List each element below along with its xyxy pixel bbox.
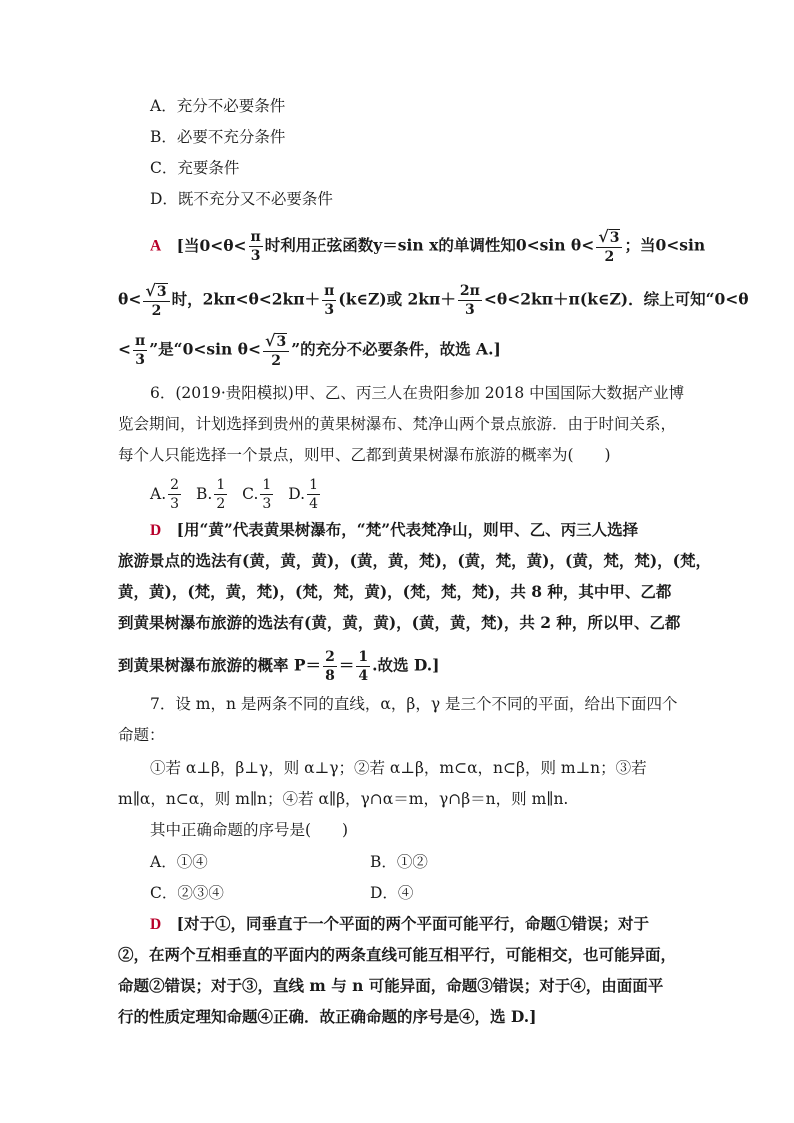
fraction-sqrt3-over-2: $\frac{√3}{2}$ <box>596 229 622 264</box>
q6-solution-line4: 到黄果树瀑布旅游的选法有(黄，黄，黄)，(黄，黄，梵)，共 2 种，所以甲、乙都 <box>118 613 681 632</box>
q6-choice-d: D. $\frac{1}{4}$ <box>288 477 318 512</box>
fraction-pi-over-3: $\frac{\pi}{3}$ <box>135 333 146 368</box>
fraction-sqrt3-over-2: $\frac{√3}{2}$ <box>143 283 169 318</box>
q7-question: 其中正确命题的序号是( ) <box>150 821 349 839</box>
q7-solution-line2: ②，在两个互相垂直的平面内的两条直线可能互相平行，可能相交，也可能异面， <box>118 945 677 964</box>
q7-solution-line3: 命题②错误；对于③，直线 m 与 n 可能异面，命题③错误；对于④，由面面平 <box>118 976 664 995</box>
q7-propositions-line2: m∥α，n⊂α，则 m∥n；④若 α∥β，γ∩α＝m，γ∩β＝n，则 m∥n. <box>118 790 569 808</box>
fraction-pi-over-3: $\frac{\pi}{3}$ <box>250 229 261 264</box>
q6-choice-c: C. $\frac{1}{3}$ <box>242 477 272 512</box>
fraction-2-over-8: $\frac{2}{8}$ <box>325 649 335 684</box>
q7-option-a: A．①④ <box>150 853 208 871</box>
q6-solution-line3: 黄，黄)，(梵，黄，梵)，(梵，梵，黄)，(梵，梵，梵)，共 8 种，其中甲、乙都 <box>118 582 672 601</box>
q7-stem-line1: 7．设 m，n 是两条不同的直线，α，β，γ 是三个不同的平面，给出下面四个 <box>150 695 678 713</box>
fraction-pi-over-3: $\frac{\pi}{3}$ <box>324 283 335 318</box>
q6-answer: D <box>150 522 162 539</box>
fraction-2pi-over-3: $\frac{2\pi}{3}$ <box>459 283 480 318</box>
q7-propositions-line1: ①若 α⊥β，β⊥γ，则 α⊥γ；②若 α⊥β，m⊂α，n⊂β，则 m⊥n；③若 <box>150 759 647 777</box>
fraction-sqrt3-over-2: $\frac{√3}{2}$ <box>263 333 289 368</box>
q5-option-b: B．必要不充分条件 <box>150 128 286 146</box>
q7-answer: D <box>150 916 162 933</box>
q5-answer: A <box>150 237 162 255</box>
q7-solution-line1: D [对于①，同垂直于一个平面的两个平面可能平行，命题①错误；对于 <box>150 914 649 933</box>
q6-stem-line2: 览会期间，计划选择到贵州的黄果树瀑布、梵净山两个景点旅游．由于时间关系， <box>118 415 677 433</box>
q6-choices <box>150 478 322 511</box>
q5-solution-line3: < $\frac{\pi}{3}$ ”是“0<sin θ< $\frac{√3}{2}$ ”的充分不必要条件，故选 A.] <box>118 331 501 369</box>
q6-stem-line3: 每个人只能选择一个景点，则甲、乙都到黄果树瀑布旅游的概率为( ) <box>118 446 611 464</box>
q7-stem-line2: 命题： <box>118 726 165 744</box>
q5-option-d: D．既不充分又不必要条件 <box>150 190 333 208</box>
q6-solution-line2: 旅游景点的选法有(黄，黄，黄)，(黄，黄，梵)，(黄，梵，黄)，(黄，梵，梵)，(梵， <box>118 551 712 570</box>
q6-stem-line1: 6．(2019·贵阳模拟)甲、乙、丙三人在贵阳参加 2018 中国国际大数据产业博 <box>150 384 685 402</box>
q5-option-c: C．充要条件 <box>150 159 240 177</box>
q7-option-c: C．②③④ <box>150 884 224 902</box>
q5-option-a: A．充分不必要条件 <box>150 97 286 115</box>
q5-solution-line1: A [当0<θ< $\frac{\pi}{3}$ 时利用正弦函数y＝sin x的单调性知0<sin θ< $\frac{√3}{2}$ ；当0<sin <box>150 227 706 265</box>
q6-choice-a: A. $\frac{2}{3}$ <box>150 477 180 512</box>
q7-option-d: D．④ <box>370 884 414 902</box>
q5-solution-line2: θ< $\frac{√3}{2}$ 时，2kπ<θ<2kπ＋ $\frac{\pi}{3}$ (k∈Z)或 2kπ＋ $\frac{2\pi}{3}$ <θ<2kπ＋π(k∈Z)．综上可知“0<θ <box>118 281 749 319</box>
q7-solution-line4: 行的性质定理知命题④正确．故正确命题的序号是④，选 D.] <box>118 1007 537 1026</box>
q7-option-b: B．①② <box>370 853 428 871</box>
q6-solution-line5: 到黄果树瀑布旅游的概率 P＝ $\frac{2}{8}$ ＝ $\frac{1}{4}$ .故选 D.] <box>118 649 440 684</box>
q6-solution-line1: D [用“黄”代表黄果树瀑布，“梵”代表梵净山，则甲、乙、丙三人选择 <box>150 520 639 539</box>
fraction-1-over-4: $\frac{1}{4}$ <box>358 649 369 684</box>
q6-choice-b: B. $\frac{1}{2}$ <box>195 477 226 512</box>
